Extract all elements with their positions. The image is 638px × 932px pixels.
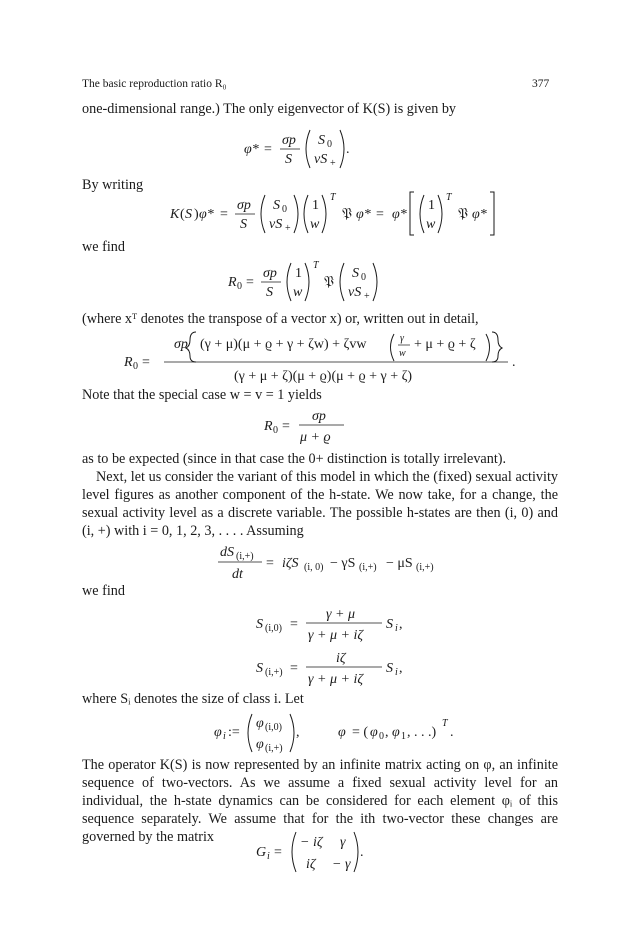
page-number: 377 xyxy=(532,78,550,90)
svg-text:φ: φ xyxy=(392,725,400,740)
svg-text:i: i xyxy=(395,667,398,678)
svg-text:(: ( xyxy=(180,207,185,222)
svg-text:− γ: − γ xyxy=(332,857,351,872)
svg-text:(i,+): (i,+) xyxy=(359,562,377,573)
svg-text:(i,+): (i,+) xyxy=(416,562,434,573)
label-we-find-2: we find xyxy=(82,583,125,599)
svg-text:vS: vS xyxy=(269,217,283,232)
equation-dS xyxy=(218,540,478,584)
svg-text:φ*: φ* xyxy=(199,207,214,222)
svg-text:R: R xyxy=(124,355,133,370)
label-by-writing: By writing xyxy=(82,177,144,193)
svg-text:(γ + μ)(μ + ϱ + γ + ζw) + ζvw: (γ + μ)(μ + ϱ + γ + ζw) + ζvw xyxy=(200,337,367,352)
svg-text:σp: σp xyxy=(282,133,296,148)
svg-text:T: T xyxy=(442,718,448,729)
svg-text:.: . xyxy=(360,845,364,860)
paragraph-where-Si: where Sᵢ denotes the size of class i. Let xyxy=(82,691,304,707)
svg-text:0: 0 xyxy=(133,361,138,372)
svg-text:,: , xyxy=(296,725,300,740)
svg-text:φ: φ xyxy=(370,725,378,740)
equation-R0-simple xyxy=(264,404,384,448)
svg-text:S: S xyxy=(386,661,393,676)
svg-text:S: S xyxy=(285,152,292,167)
svg-text:𝔓: 𝔓 xyxy=(342,207,352,222)
svg-text:T: T xyxy=(330,192,336,203)
svg-text:γ + μ + iζ: γ + μ + iζ xyxy=(308,672,363,687)
svg-text:S: S xyxy=(185,207,192,222)
paragraph-operator: The operator K(S) is now represented by an infinite matrix acting on φ, an infinite sequence of two-vectors. As we assume a fixed sexual activity level for an individual, the h-state dynamics can be considered for each element φᵢ of this sequence separately. We assume that for the ith two-vector these changes are governed by the matrix xyxy=(82,757,558,845)
svg-text:,: , xyxy=(385,725,389,740)
svg-text:φ: φ xyxy=(214,725,222,740)
svg-text:.: . xyxy=(346,142,350,157)
equation-G-matrix xyxy=(256,826,396,876)
svg-text:γ: γ xyxy=(400,333,404,344)
svg-text:γ + μ + iζ: γ + μ + iζ xyxy=(308,628,363,643)
svg-text:− μS: − μS xyxy=(386,556,413,571)
svg-text:0: 0 xyxy=(327,139,332,150)
svg-text:(i,+): (i,+) xyxy=(236,551,254,562)
svg-text:, . . .): , . . .) xyxy=(407,725,437,740)
svg-text:R: R xyxy=(228,275,237,290)
svg-text:dt: dt xyxy=(232,567,243,582)
svg-text:iζS: iζS xyxy=(282,556,299,571)
svg-text:S: S xyxy=(256,617,263,632)
svg-text:w: w xyxy=(310,217,320,232)
svg-text:− γS: − γS xyxy=(330,556,356,571)
svg-text:w: w xyxy=(399,348,406,359)
svg-text:(i,0): (i,0) xyxy=(265,623,282,634)
svg-text:S: S xyxy=(318,133,325,148)
svg-text:=: = xyxy=(290,661,298,676)
equation-S-iplus xyxy=(256,646,436,690)
svg-text:S: S xyxy=(256,661,263,676)
svg-text:+ μ + ϱ + ζ: + μ + ϱ + ζ xyxy=(414,337,476,352)
svg-text:φ: φ xyxy=(256,737,264,752)
equation-R0-detail xyxy=(124,328,554,388)
svg-text:(i,0): (i,0) xyxy=(265,722,282,733)
equation-phi-star xyxy=(240,124,420,170)
svg-text:iζ: iζ xyxy=(306,857,316,872)
svg-text:vS: vS xyxy=(314,152,328,167)
svg-text:,: , xyxy=(399,617,403,632)
svg-text:1: 1 xyxy=(312,198,319,213)
equation-phi-i xyxy=(214,708,514,756)
svg-text:S: S xyxy=(266,285,273,300)
label-we-find-1: we find xyxy=(82,239,125,255)
svg-text:vS: vS xyxy=(348,285,362,300)
svg-text:S: S xyxy=(240,217,247,232)
svg-text:.: . xyxy=(512,355,516,370)
svg-text:i: i xyxy=(395,623,398,634)
paragraph-special-case: Note that the special case w = v = 1 yields xyxy=(82,387,322,403)
svg-text:γ: γ xyxy=(340,835,346,850)
svg-text:(i, 0): (i, 0) xyxy=(304,562,324,573)
svg-text:=: = xyxy=(246,275,254,290)
svg-text:φ: φ xyxy=(256,716,264,731)
svg-text:𝔓: 𝔓 xyxy=(458,207,468,222)
svg-text:− iζ: − iζ xyxy=(300,835,323,850)
svg-text:γ + μ: γ + μ xyxy=(326,607,355,622)
svg-text:0: 0 xyxy=(273,425,278,436)
svg-text:w: w xyxy=(426,217,436,232)
svg-text:0: 0 xyxy=(282,204,287,215)
svg-text:.: . xyxy=(450,725,454,740)
svg-text:0: 0 xyxy=(379,731,384,742)
svg-text:=: = xyxy=(274,845,282,860)
svg-text:φ*: φ* xyxy=(356,207,371,222)
svg-text:dS: dS xyxy=(220,545,234,560)
svg-text:i: i xyxy=(223,731,226,742)
svg-text:1: 1 xyxy=(401,731,406,742)
svg-text:): ) xyxy=(194,207,199,222)
svg-text:φ*: φ* xyxy=(392,207,407,222)
svg-text:σp: σp xyxy=(174,337,188,352)
svg-text:+: + xyxy=(364,291,370,302)
svg-text:φ*: φ* xyxy=(472,207,487,222)
svg-text:w: w xyxy=(293,285,303,300)
svg-text:φ: φ xyxy=(338,725,346,740)
svg-text:1: 1 xyxy=(428,198,435,213)
svg-text:0: 0 xyxy=(361,272,366,283)
svg-text:+: + xyxy=(330,158,336,169)
svg-text:K: K xyxy=(170,207,180,222)
svg-text:iζ: iζ xyxy=(336,651,346,666)
svg-text:=: = xyxy=(142,355,150,370)
svg-text:S: S xyxy=(386,617,393,632)
svg-text:1: 1 xyxy=(295,266,302,281)
equation-S-i0 xyxy=(256,602,436,646)
svg-text:= (: = ( xyxy=(352,725,369,740)
svg-text::=: := xyxy=(228,725,240,740)
svg-text:S: S xyxy=(352,266,359,281)
paragraph-eigenvector: one-dimensional range.) The only eigenvector of K(S) is given by xyxy=(82,101,457,117)
svg-text:T: T xyxy=(446,192,452,203)
svg-text:(i,+): (i,+) xyxy=(265,667,283,678)
svg-text:σp: σp xyxy=(237,198,251,213)
paragraph-next-variant: Next, let us consider the variant of this model in which the (fixed) sexual activity level figures as another component of the h-state. We now take, for a change, the sexual activity level as a discrete variable. The possible h-states are then (i, 0) and (i, +) with i = 0, 1, 2, 3, . . . . Assuming xyxy=(82,469,558,539)
svg-text:+: + xyxy=(285,223,291,234)
svg-text:=: = xyxy=(376,207,384,222)
svg-text:=: = xyxy=(290,617,298,632)
svg-text:S: S xyxy=(273,198,280,213)
svg-text:=: = xyxy=(264,142,272,157)
svg-text:σp: σp xyxy=(263,266,277,281)
equation-K-phi xyxy=(170,188,500,238)
svg-text:μ + ϱ: μ + ϱ xyxy=(300,430,331,445)
svg-text:G: G xyxy=(256,845,267,860)
svg-text:σp: σp xyxy=(312,409,326,424)
svg-text:=: = xyxy=(266,556,274,571)
svg-text:i: i xyxy=(267,851,270,862)
svg-text:(γ + μ + ζ)(μ + ϱ)(μ + ϱ + γ +: (γ + μ + ζ)(μ + ϱ)(μ + ϱ + γ + ζ) xyxy=(234,369,413,384)
svg-text:φ*: φ* xyxy=(244,142,259,157)
svg-text:=: = xyxy=(282,419,290,434)
svg-text:(i,+): (i,+) xyxy=(265,743,283,754)
svg-text:,: , xyxy=(399,661,403,676)
equation-R0-matrix xyxy=(228,256,428,306)
svg-text:=: = xyxy=(220,207,228,222)
svg-text:𝔓: 𝔓 xyxy=(324,275,334,290)
svg-text:T: T xyxy=(313,260,319,271)
running-title: The basic reproduction ratio R₀ xyxy=(82,78,227,90)
paragraph-transpose: (where xᵀ denotes the transpose of a vector x) or, written out in detail, xyxy=(82,311,479,327)
paragraph-expected: as to be expected (since in that case the 0+ distinction is totally irrelevant). xyxy=(82,451,507,467)
svg-text:0: 0 xyxy=(237,281,242,292)
svg-text:R: R xyxy=(264,419,273,434)
